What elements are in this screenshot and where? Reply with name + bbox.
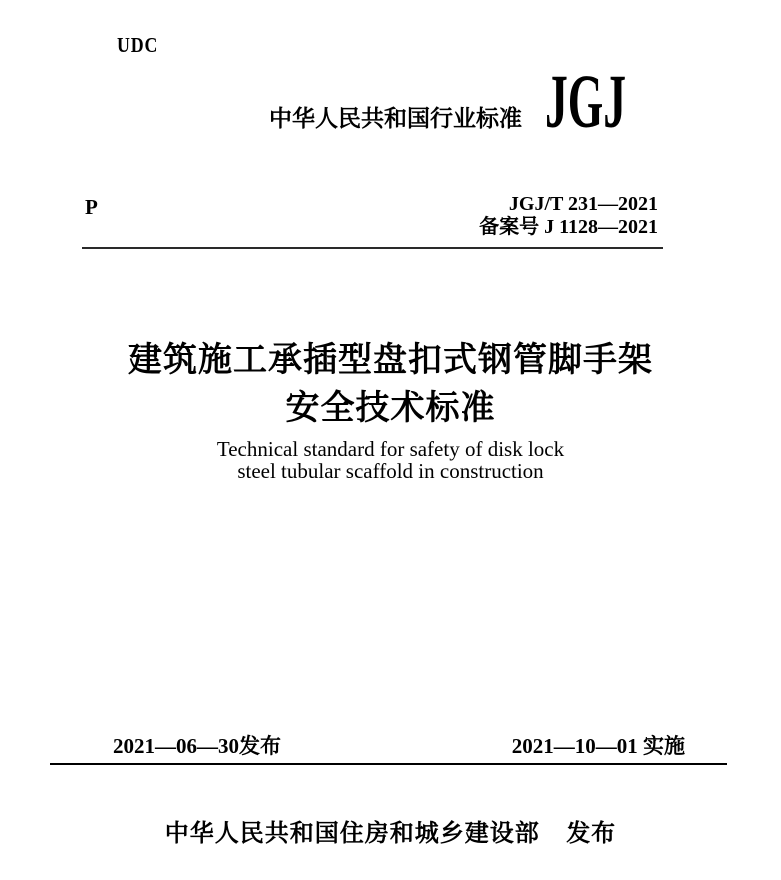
main-title (0, 336, 781, 432)
record-number: 备案号 J 1128—2021 (479, 216, 658, 238)
udc-label: UDC (117, 33, 159, 57)
issue-date: 2021—06—30发布 (113, 734, 281, 758)
publisher-action: 发布 (566, 820, 617, 847)
publisher-name: 中华人民共和国住房和城乡建设部 (164, 820, 540, 847)
standard-number: JGJ/T 231—2021 (508, 193, 658, 215)
english-title-line1: Technical standard for safety of disk lock (216, 437, 565, 461)
header-rule (82, 247, 663, 249)
main-title-line1: 建筑施工承插型盘扣式钢管脚手架 (128, 341, 653, 379)
english-title (0, 438, 781, 482)
standard-type-heading: 中华人民共和国行业标准 (269, 105, 522, 131)
jgj-logo: JGJ (545, 60, 627, 144)
implement-date: 2021—10—01 实施 (511, 734, 685, 758)
footer-rule (50, 763, 727, 765)
main-title-line2: 安全技术标准 (285, 389, 496, 427)
publisher-line (0, 813, 781, 848)
standard-number-block (479, 193, 658, 239)
english-title-line2: steel tubular scaffold in construction (237, 459, 544, 483)
classification-p-label: P (85, 195, 98, 219)
